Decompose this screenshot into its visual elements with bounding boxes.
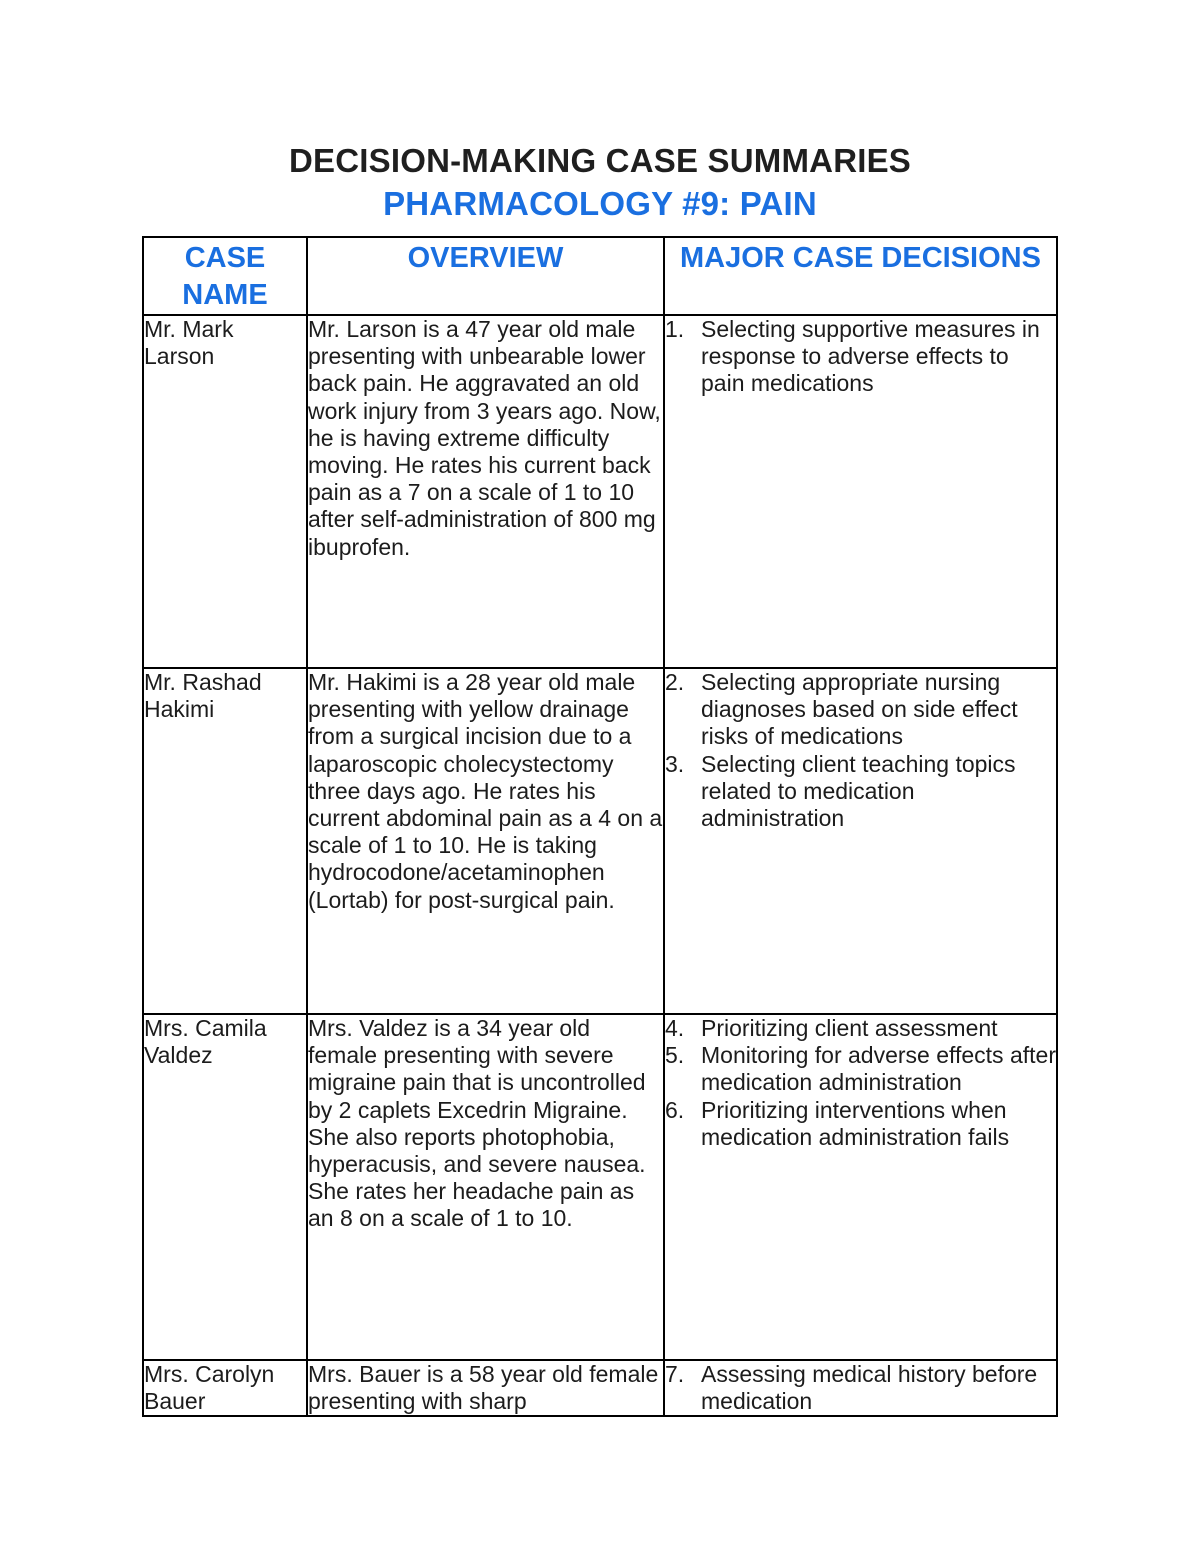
- case-overview: Mr. Hakimi is a 28 year old male presenting with yellow drainage from a surgical incision due to a laparoscopic cholecystectomy three days ago. He rates his current abdominal pain as a 4 on a scale of 1 to 10. He is taking hydrocodone/acetaminophen (Lortab) for post-surgical pain.: [308, 669, 663, 913]
- decision-number: 6.: [665, 1096, 685, 1123]
- decision-text: Assessing medical history before medication: [701, 1361, 1038, 1415]
- decision-text: Prioritizing interventions when medication administration fails: [701, 1096, 1010, 1150]
- decision-list: [665, 1015, 1056, 1151]
- decisions-cell: [664, 668, 1057, 1014]
- case-name-cell: [143, 1014, 307, 1360]
- table-row: [143, 1360, 1057, 1416]
- decision-text: Selecting client teaching topics related to medication administration: [701, 750, 1016, 832]
- overview-cell: [307, 315, 664, 668]
- decision-list: [665, 1361, 1056, 1415]
- header-overview: OVERVIEW: [307, 237, 664, 315]
- decisions-cell: [664, 315, 1057, 668]
- case-name: Mr. Rashad Hakimi: [144, 669, 262, 723]
- decision-number: 7.: [665, 1361, 685, 1387]
- case-overview: Mr. Larson is a 47 year old male presenting with unbearable lower back pain. He aggravated an old work injury from 3 years ago. Now, he is having extreme difficulty moving. He rates his current back pain as a 7 on a scale of 1 to 10 after self-administration of 800 mg ibuprofen.: [308, 316, 661, 560]
- case-name: Mrs. Carolyn Bauer: [144, 1361, 275, 1415]
- case-overview: Mrs. Bauer is a 58 year old female presenting with sharp: [308, 1361, 659, 1415]
- header-case-name: CASE NAME: [143, 237, 307, 315]
- decision-item: [665, 1097, 1056, 1151]
- decisions-cell: [664, 1360, 1057, 1416]
- table-row: [143, 315, 1057, 668]
- decision-number: 3.: [665, 750, 685, 777]
- case-overview: Mrs. Valdez is a 34 year old female presenting with severe migraine pain that is uncontrolled by 2 caplets Excedrin Migraine. She also reports photophobia, hyperacusis, and severe nausea. She rates her headache pain as an 8 on a scale of 1 to 10.: [308, 1015, 646, 1232]
- decision-number: 2.: [665, 669, 685, 695]
- decision-number: 5.: [665, 1042, 685, 1069]
- table-header-row: [143, 237, 1057, 315]
- decision-item: [665, 1042, 1056, 1096]
- header-major-case-decisions: MAJOR CASE DECISIONS: [664, 237, 1057, 315]
- decision-item: [665, 669, 1056, 751]
- overview-cell: [307, 1014, 664, 1360]
- decision-text: Selecting appropriate nursing diagnoses based on side effect risks of medications: [701, 669, 1018, 750]
- decision-item: [665, 1361, 1056, 1415]
- decision-number: 1.: [665, 316, 685, 342]
- decision-item: [665, 751, 1056, 833]
- page-title: DECISION-MAKING CASE SUMMARIES: [288, 142, 912, 179]
- decision-text: Monitoring for adverse effects after medication administration: [701, 1042, 1056, 1096]
- decision-item: [665, 1015, 1056, 1042]
- decision-text: Prioritizing client assessment: [701, 1015, 998, 1041]
- decision-item: [665, 316, 1056, 398]
- table-row: [143, 668, 1057, 1014]
- table-row: [143, 1014, 1057, 1360]
- case-name: Mrs. Camila Valdez: [144, 1015, 267, 1069]
- page-subtitle: PHARMACOLOGY #9: PAIN: [383, 185, 817, 222]
- decision-text: Selecting supportive measures in response to adverse effects to pain medications: [701, 316, 1040, 397]
- overview-cell: [307, 668, 664, 1014]
- decision-number: 4.: [665, 1015, 685, 1041]
- case-name-cell: [143, 315, 307, 668]
- decisions-cell: [664, 1014, 1057, 1360]
- decision-list: [665, 316, 1056, 398]
- case-name-cell: [143, 668, 307, 1014]
- case-name-cell: [143, 1360, 307, 1416]
- case-name: Mr. Mark Larson: [144, 316, 234, 370]
- case-summary-table: [142, 236, 1058, 1417]
- overview-cell: [307, 1360, 664, 1416]
- decision-list: [665, 669, 1056, 832]
